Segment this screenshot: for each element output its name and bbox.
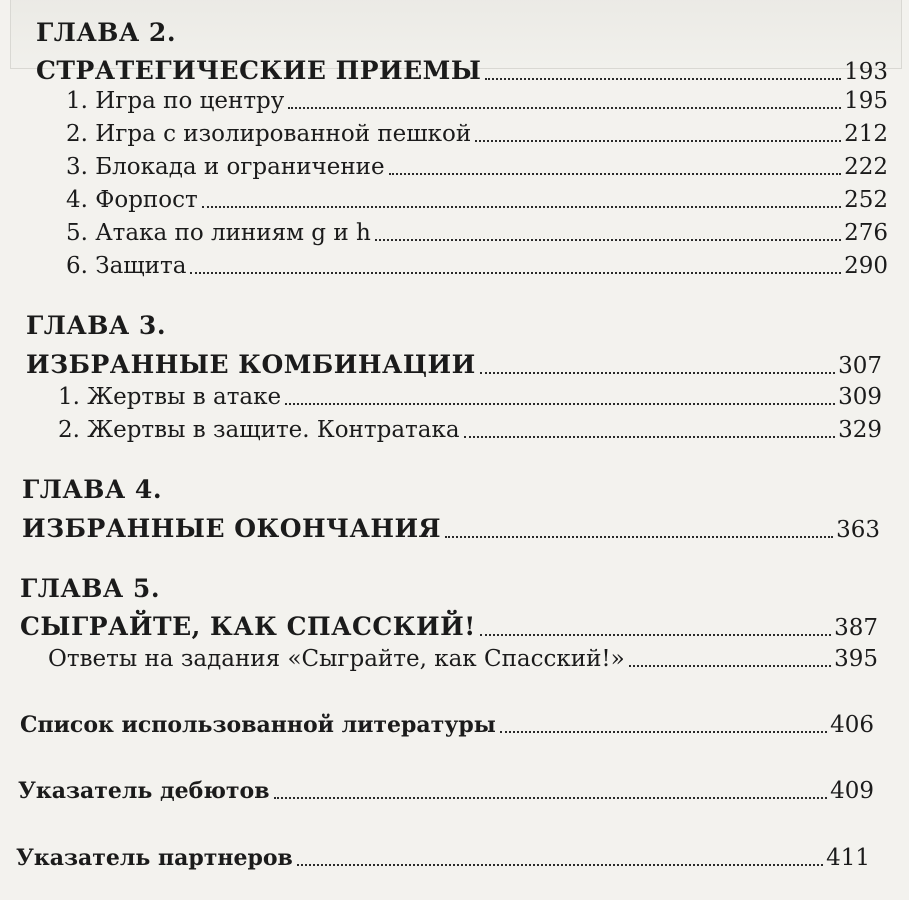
page-number: 329 [838, 417, 882, 443]
page-number: 406 [830, 712, 874, 738]
chapter-5-title: СЫГРАЙТЕ, КАК СПАССКИЙ! [20, 612, 476, 641]
page-number: 193 [844, 59, 888, 85]
chapter-4-title: ИЗБРАННЫЕ ОКОНЧАНИЯ [22, 514, 442, 543]
page-number: 409 [830, 778, 874, 804]
dot-leader [464, 435, 836, 438]
dot-leader [190, 271, 841, 274]
page-number: 411 [826, 845, 870, 871]
dot-leader [389, 172, 841, 175]
toc-entry [66, 88, 888, 114]
toc-entry [66, 253, 888, 279]
dot-leader [375, 238, 841, 241]
dot-leader [480, 633, 831, 636]
entry-label: 6. Защита [66, 253, 187, 279]
dot-leader [288, 106, 841, 109]
chapter-5-heading: ГЛАВА 5. [20, 574, 161, 603]
page-number: 276 [844, 220, 888, 246]
toc-entry [66, 187, 888, 213]
page-number: 222 [844, 154, 888, 180]
toc-entry [66, 220, 888, 246]
toc-entry [66, 121, 888, 147]
entry-label: Список использованной литературы [20, 712, 496, 738]
entry-label: Указатель дебютов [18, 778, 270, 804]
page-number: 252 [844, 187, 888, 213]
entry-label: Указатель партнеров [16, 845, 293, 871]
chapter-2-heading: ГЛАВА 2. [36, 18, 177, 47]
dot-leader [485, 77, 841, 80]
entry-label: 4. Форпост [66, 187, 198, 213]
toc-entry [48, 646, 878, 672]
entry-label: 2. Жертвы в защите. Контратака [58, 417, 460, 443]
page-number: 363 [836, 517, 880, 543]
entry-label: Ответы на задания «Сыграйте, как Спасский!» [48, 646, 625, 672]
entry-label: 2. Игра с изолированной пешкой [66, 121, 472, 147]
chapter-4-heading: ГЛАВА 4. [22, 475, 163, 504]
dot-leader [480, 371, 835, 374]
dot-leader [629, 664, 831, 667]
toc-entry-opponents-index [16, 845, 870, 871]
page-number: 387 [834, 615, 878, 641]
toc-entry [66, 154, 888, 180]
chapter-3-title: ИЗБРАННЫЕ КОМБИНАЦИИ [26, 350, 476, 379]
toc-entry-openings-index [18, 778, 874, 804]
chapter-4-title-row [22, 514, 880, 543]
dot-leader [202, 205, 841, 208]
page-number: 212 [844, 121, 888, 147]
chapter-2-title-row [36, 56, 888, 85]
chapter-3-heading: ГЛАВА 3. [26, 311, 167, 340]
toc-entry [58, 417, 882, 443]
page-number: 309 [838, 384, 882, 410]
entry-label: 1. Жертвы в атаке [58, 384, 282, 410]
page-number: 290 [844, 253, 888, 279]
chapter-2-title: СТРАТЕГИЧЕСКИЕ ПРИЕМЫ [36, 56, 482, 85]
chapter-5-title-row [20, 612, 878, 641]
toc-entry [58, 384, 882, 410]
page-number: 395 [834, 646, 878, 672]
toc-entry-bibliography [20, 712, 874, 738]
page-number: 195 [844, 88, 888, 114]
entry-label: 3. Блокада и ограничение [66, 154, 385, 180]
chapter-3-title-row [26, 350, 882, 379]
page-number: 307 [838, 353, 882, 379]
dot-leader [475, 139, 841, 142]
dot-leader [500, 730, 827, 733]
dot-leader [285, 402, 835, 405]
dot-leader [297, 863, 823, 866]
dot-leader [274, 796, 828, 799]
entry-label: 1. Игра по центру [66, 88, 285, 114]
dot-leader [445, 535, 833, 538]
entry-label: 5. Атака по линиям g и h [66, 220, 371, 246]
